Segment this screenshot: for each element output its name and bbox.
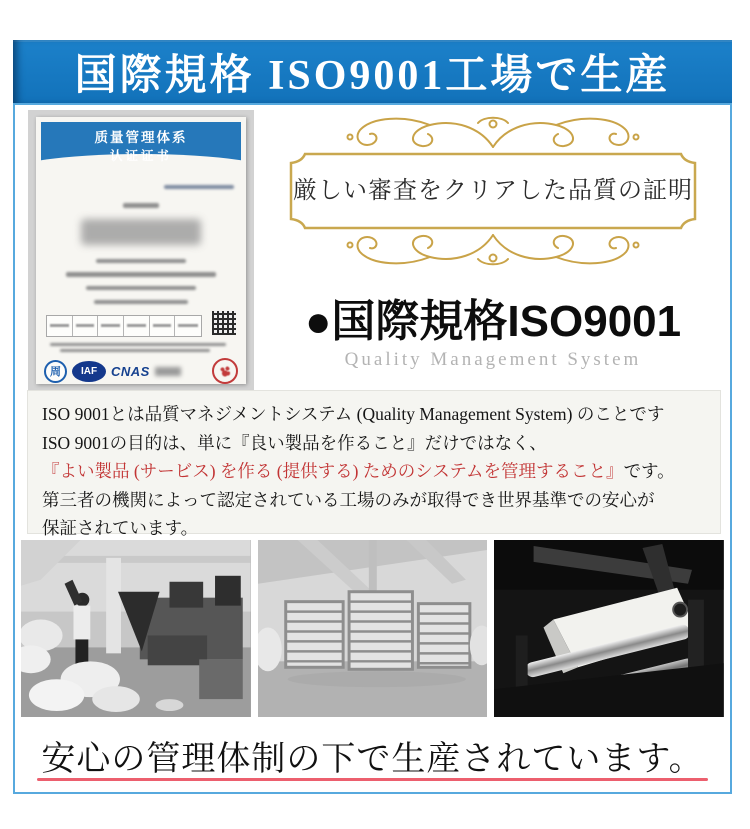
description-line: ISO 9001の目的は、単に『良い製品を作ること』だけではなく、 <box>42 432 547 453</box>
certificate-blur-line <box>94 300 188 304</box>
cnas-logo: CNAS <box>111 363 150 379</box>
certificate-paper <box>36 117 246 384</box>
red-seal-stamp <box>212 358 238 384</box>
gold-flourish-bottom-icon <box>328 231 658 269</box>
banner-title: 国際規格 ISO9001工場で生産 <box>74 52 671 99</box>
certificate-blur-line <box>66 272 216 277</box>
content-box <box>13 103 732 794</box>
qr-code <box>212 311 236 335</box>
logo-blur <box>155 367 181 376</box>
inspection-machine-illustration <box>494 540 724 717</box>
right-column <box>261 113 725 371</box>
certificate-number-blur <box>164 185 234 189</box>
certificate-table-cell <box>124 316 150 336</box>
accreditation-round-logo: 周 <box>44 360 67 383</box>
iso-description <box>27 390 721 539</box>
footer-caption: 安心の管理体制の下で生産されています。 <box>41 741 704 778</box>
certificate-table-cell <box>175 316 201 336</box>
fabric-stacks-illustration <box>258 540 488 717</box>
quality-claim-text: 厳しい審査をクリアした品質の証明 <box>293 178 693 204</box>
photo-fabric-stacks <box>258 540 488 717</box>
description-line: 保証されています。 <box>42 518 199 539</box>
gold-flourish-top-icon <box>328 113 658 151</box>
factory-photos <box>21 540 724 717</box>
description-line: 第三者の機関によって認定されている工場のみが取得でき世界基準での安心が <box>42 489 655 510</box>
certificate-blur-line <box>123 203 159 208</box>
certificate-title-line2: 认证证书 <box>109 149 172 163</box>
description-line-suffix: です。 <box>623 461 675 482</box>
iso9001-subtitle: Quality Management System <box>344 349 642 370</box>
certificate-table-cell <box>98 316 124 336</box>
certificate-photo <box>28 110 254 391</box>
certificate-table-cell <box>47 316 73 336</box>
description-line: ISO 9001とは品質マネジメントシステム (Quality Management System) のことです <box>42 404 665 424</box>
certificate-title-line1: 质量管理体系 <box>94 130 188 145</box>
description-red-text: 『よい製品 (サービス) を作る (提供する) ためのシステムを管理すること』 <box>42 461 624 482</box>
certificate-blur-line <box>50 343 226 346</box>
certificate-blur-line <box>96 259 186 263</box>
certificate-company-blur <box>81 219 201 245</box>
description-line <box>42 457 720 486</box>
iaf-logo: IAF <box>72 361 106 382</box>
top-banner <box>13 40 732 103</box>
certificate-blur-line <box>86 286 196 290</box>
factory-floor-illustration <box>21 540 251 717</box>
certificate-logos <box>44 357 238 385</box>
certificate-table <box>46 315 202 337</box>
certificate-table-cell <box>150 316 176 336</box>
footer-underline <box>37 778 708 781</box>
certificate-table-cell <box>73 316 99 336</box>
certificate-header <box>41 122 241 168</box>
photo-factory-floor <box>21 540 251 717</box>
certificate-blur-line <box>60 349 210 352</box>
photo-inspection-machine <box>494 540 724 717</box>
iso9001-heading: ●国際規格ISO9001 <box>304 297 682 346</box>
quality-claim-frame <box>285 151 701 231</box>
